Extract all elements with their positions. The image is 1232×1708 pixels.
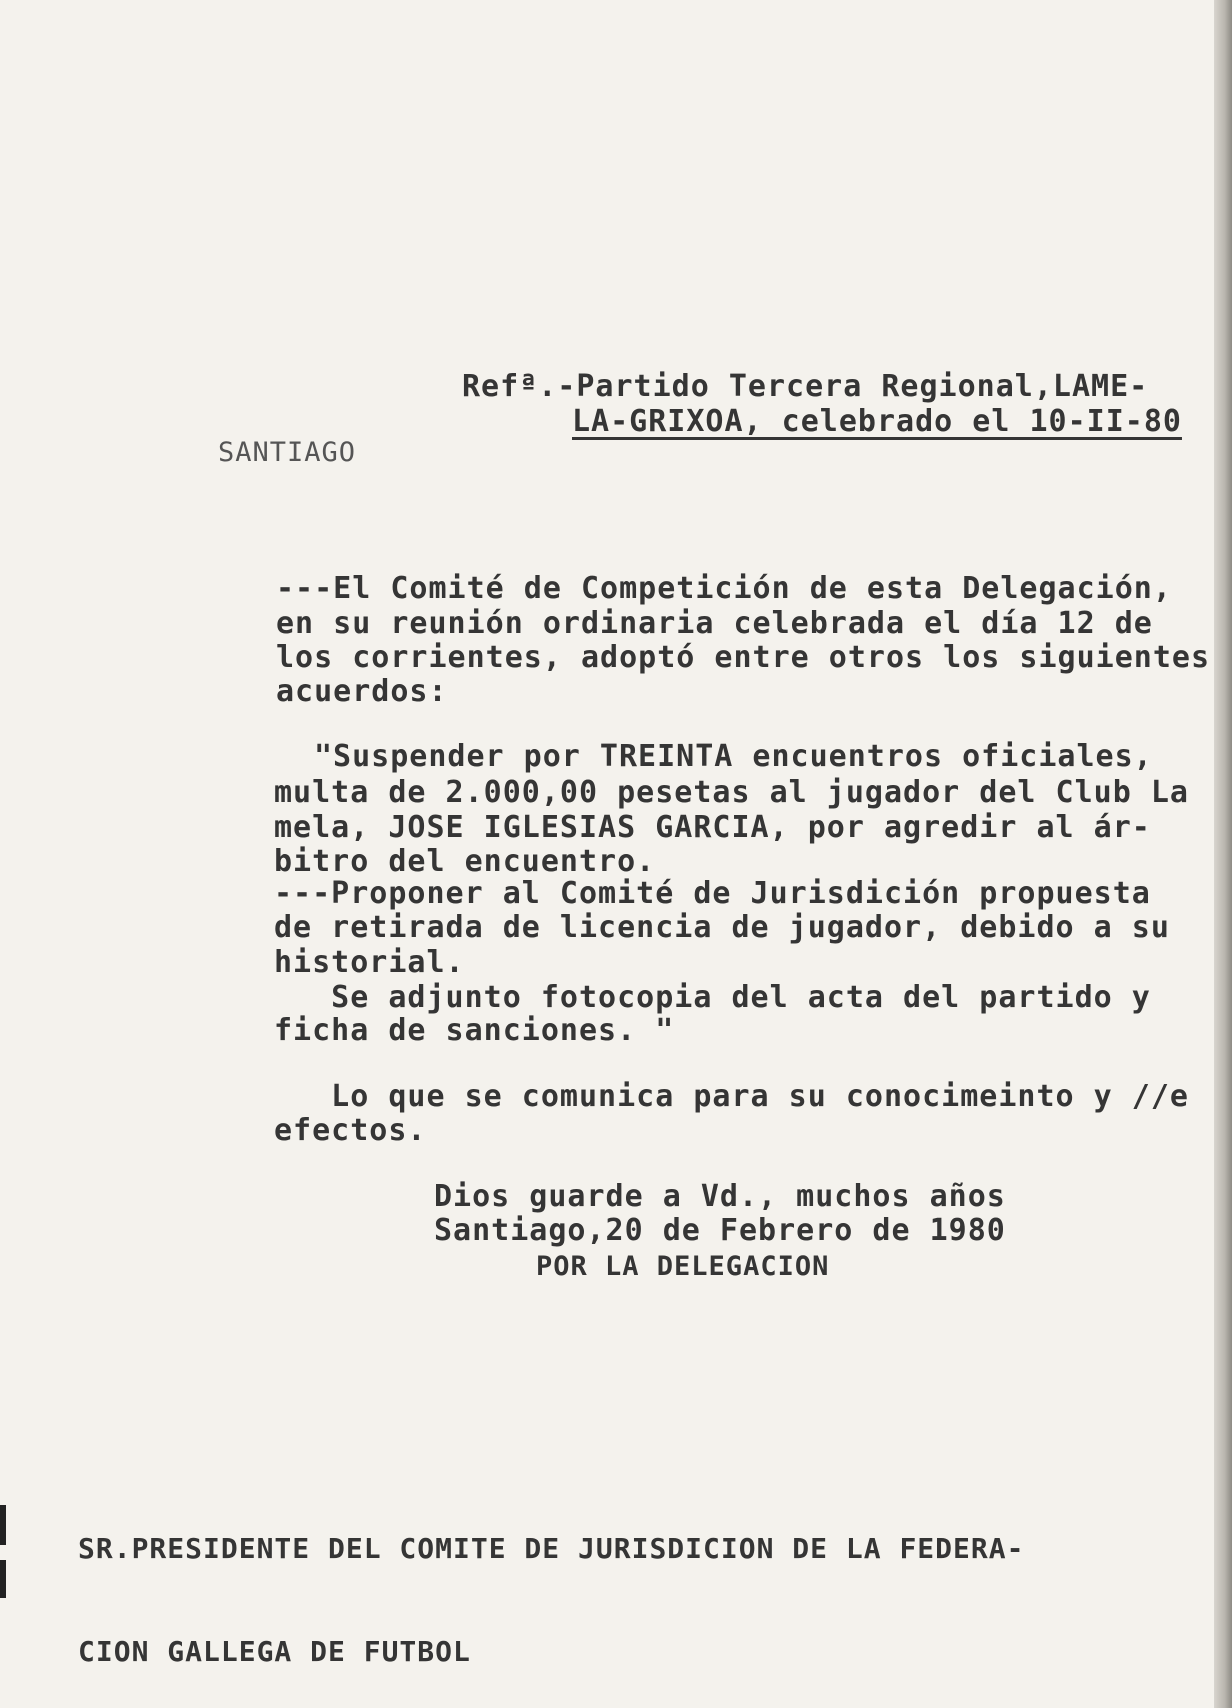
margin-mark (0, 1560, 6, 1598)
quote-line: "Suspender por TREINTA encuentros oficiales, (314, 739, 1153, 774)
recipient-city: SANTIAGO (218, 437, 357, 468)
signature-line-1: Dios guarde a Vd., muchos años (434, 1179, 1006, 1214)
quote-line: de retirada de licencia de jugador, debido a su (274, 910, 1170, 945)
margin-mark (0, 1505, 6, 1545)
addressee-line-1: SR.PRESIDENTE DEL COMITE DE JURISDICION DE LA FEDERA- (78, 1532, 1025, 1565)
body-line: acuerdos: (276, 674, 448, 709)
body-line: los corrientes, adoptó entre otros los siguientes (276, 640, 1211, 675)
quote-line: multa de 2.000,00 pesetas al jugador del Club La (274, 775, 1189, 810)
closing-line: efectos. (274, 1113, 427, 1148)
quote-line: historial. (274, 945, 465, 980)
reference-line-1: Refª.-Partido Tercera Regional,LAME- (462, 369, 1149, 404)
body-line: ---El Comité de Competición de esta Delegación, (276, 571, 1172, 606)
closing-line: Lo que se comunica para su conocimeinto y //e (274, 1079, 1189, 1114)
signature-line-3: POR LA DELEGACION (536, 1251, 830, 1282)
quote-line: Se adjunto fotocopia del acta del partido y (274, 980, 1151, 1015)
page-edge-shadow (1214, 0, 1232, 1708)
reference-line-2-text: LA-GRIXOA, celebrado el 10-II-80 (572, 404, 1182, 439)
quote-line: bitro del encuentro. (274, 844, 656, 879)
signature-line-2: Santiago,20 de Febrero de 1980 (434, 1213, 1006, 1248)
quote-line: mela, JOSE IGLESIAS GARCIA, por agredir al ár- (274, 810, 1151, 845)
quote-line: ficha de sanciones. " (274, 1013, 675, 1048)
reference-line-2 (572, 405, 1182, 439)
quote-line: ---Proponer al Comité de Jurisdición propuesta (274, 876, 1151, 911)
body-line: en su reunión ordinaria celebrada el día 12 de (276, 606, 1153, 641)
addressee-line-2: CION GALLEGA DE FUTBOL (78, 1635, 471, 1668)
